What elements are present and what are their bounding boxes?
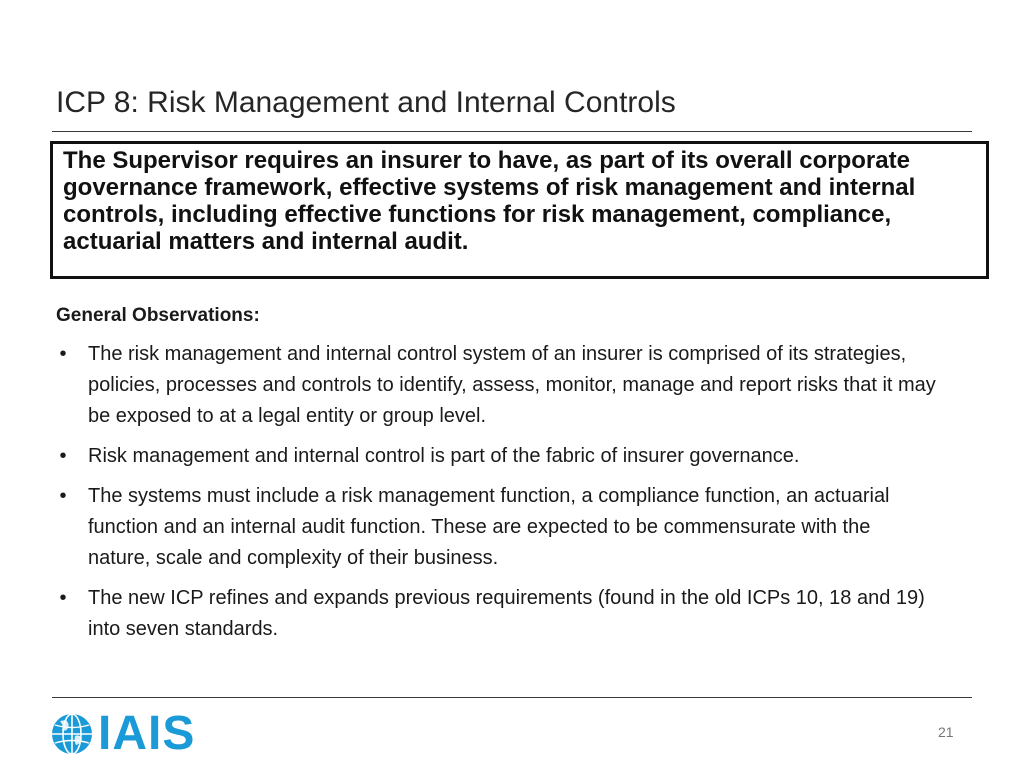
observations-heading: General Observations: (56, 305, 260, 326)
observations-list (56, 339, 936, 645)
list-item-text: The risk management and internal control system of an insurer is comprised of its strategies, policies, processes and controls to identify, assess, monitor, manage and report risks that it may be exposed to at a legal entity or group level. (88, 343, 936, 427)
globe-icon (50, 712, 94, 756)
iais-logo (50, 707, 196, 760)
title-divider (52, 131, 972, 132)
list-item-text: Risk management and internal control is part of the fabric of insurer governance. (88, 445, 800, 467)
observations-section (56, 301, 936, 654)
list-item (56, 339, 936, 432)
list-item (56, 583, 936, 645)
list-item (56, 441, 936, 472)
bullet-icon: • (59, 485, 67, 507)
footer-divider (52, 697, 972, 698)
list-item-text: The systems must include a risk management function, a compliance function, an actuarial function and an internal audit function. These are expected to be commensurate with the nature, scale and complexity of their business. (88, 485, 890, 569)
slide-title: ICP 8: Risk Management and Internal Controls (56, 86, 676, 119)
requirement-text: The Supervisor requires an insurer to have, as part of its overall corporate governance framework, effective systems of risk management and internal controls, including effective functions for risk management, compliance, actuarial matters and internal audit. (63, 147, 916, 255)
requirement-box (50, 141, 989, 279)
logo-wordmark: IAIS (98, 707, 196, 760)
bullet-icon: • (59, 445, 67, 467)
bullet-icon: • (59, 587, 67, 609)
bullet-icon: • (59, 343, 67, 365)
list-item (56, 481, 936, 574)
list-item-text: The new ICP refines and expands previous requirements (found in the old ICPs 10, 18 and 19) into seven standards. (88, 587, 925, 640)
page-number: 21 (938, 724, 954, 740)
